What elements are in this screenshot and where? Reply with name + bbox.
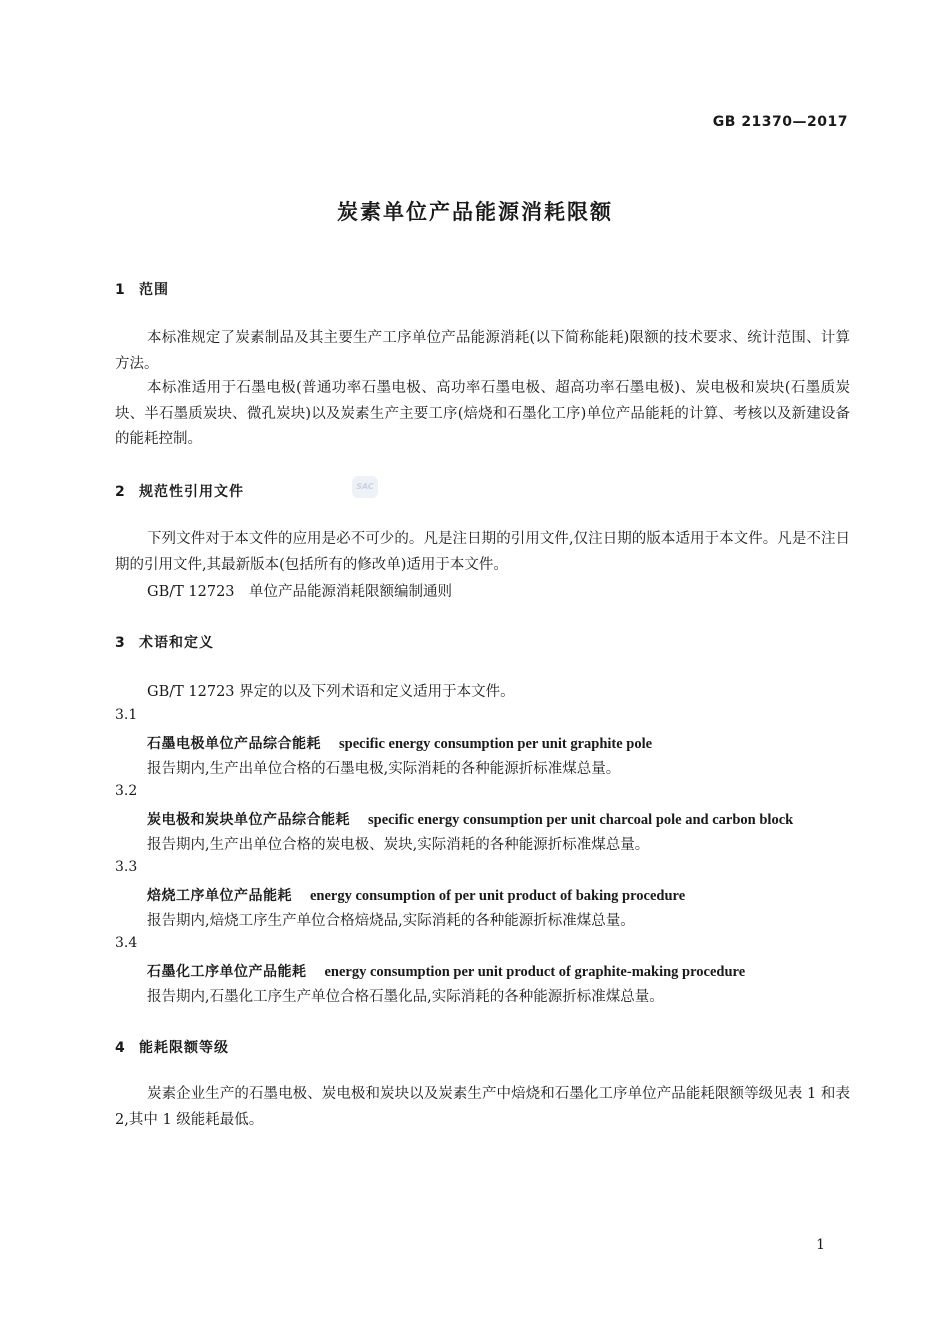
section-3-heading <box>115 632 214 652</box>
page-number: 1 <box>816 1237 825 1253</box>
term-zh: 炭电极和炭块单位产品综合能耗 <box>147 812 350 828</box>
term-en: specific energy consumption per unit charcoal pole and carbon block <box>368 812 794 828</box>
term-heading <box>147 809 793 829</box>
sac-watermark-logo: SAC <box>352 476 378 498</box>
term-en: energy consumption of per unit product of baking procedure <box>310 888 686 904</box>
section-number: 3 <box>115 635 126 651</box>
term-en: specific energy consumption per unit graphite pole <box>339 736 653 752</box>
clause-number: 3.3 <box>115 859 138 875</box>
section-title: 术语和定义 <box>139 635 214 651</box>
section-4-heading <box>115 1037 229 1057</box>
section-title: 规范性引用文件 <box>139 484 244 500</box>
clause-number: 3.2 <box>115 783 138 799</box>
term-heading <box>147 733 652 753</box>
document-title: 炭素单位产品能源消耗限额 <box>337 200 613 224</box>
clause-number: 3.1 <box>115 707 138 723</box>
paragraph: 下列文件对于本文件的应用是必不可少的。凡是注日期的引用文件,仅注日期的版本适用于本文件。凡是不注日期的引用文件,其最新版本(包括所有的修改单)适用于本文件。 <box>115 531 850 573</box>
term-definition: 报告期内,生产出单位合格的石墨电极,实际消耗的各种能源折标准煤总量。 <box>147 761 621 777</box>
section-number: 2 <box>115 484 126 500</box>
section-title: 能耗限额等级 <box>139 1040 229 1056</box>
term-definition: 报告期内,生产出单位合格的炭电极、炭块,实际消耗的各种能源折标准煤总量。 <box>147 837 650 853</box>
term-heading <box>147 885 685 905</box>
term-zh: 焙烧工序单位产品能耗 <box>147 888 292 904</box>
section-number: 1 <box>115 282 126 298</box>
term-heading <box>147 961 745 981</box>
normative-reference: GB/T 12723 单位产品能源消耗限额编制通则 <box>147 584 453 600</box>
standard-number: GB 21370—2017 <box>712 114 848 130</box>
paragraph: 炭素企业生产的石墨电极、炭电极和炭块以及炭素生产中焙烧和石墨化工序单位产品能耗限额等级见表 1 和表 2,其中 1 级能耗最低。 <box>115 1086 850 1128</box>
section-1-heading <box>115 279 169 299</box>
term-zh: 石墨电极单位产品综合能耗 <box>147 736 321 752</box>
term-definition: 报告期内,焙烧工序生产单位合格焙烧品,实际消耗的各种能源折标准煤总量。 <box>147 913 635 929</box>
paragraph: 本标准适用于石墨电极(普通功率石墨电极、高功率石墨电极、超高功率石墨电极)、炭电极和炭块(石墨质炭块、半石墨质炭块、微孔炭块)以及炭素生产主要工序(焙烧和石墨化工序)单位产品能耗的计算、考核以及新建设备的能耗控制。 <box>115 380 850 447</box>
terms-intro: GB/T 12723 界定的以及下列术语和定义适用于本文件。 <box>147 684 515 700</box>
section-title: 范围 <box>139 282 169 298</box>
term-en: energy consumption per unit product of graphite-making procedure <box>324 964 746 980</box>
term-definition: 报告期内,石墨化工序生产单位合格石墨化品,实际消耗的各种能源折标准煤总量。 <box>147 989 664 1005</box>
term-zh: 石墨化工序单位产品能耗 <box>147 964 307 980</box>
section-number: 4 <box>115 1040 126 1056</box>
clause-number: 3.4 <box>115 935 138 951</box>
section-2-heading <box>115 481 244 501</box>
paragraph: 本标准规定了炭素制品及其主要生产工序单位产品能源消耗(以下简称能耗)限额的技术要求、统计范围、计算方法。 <box>115 330 850 372</box>
